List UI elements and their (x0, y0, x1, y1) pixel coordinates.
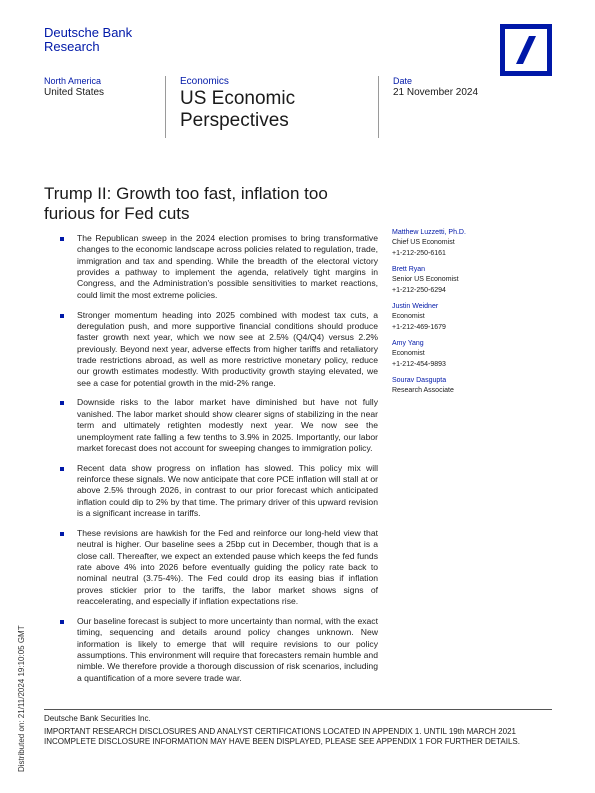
analyst-role: Chief US Economist (392, 239, 455, 246)
divider-right (378, 76, 379, 138)
bullet-item (58, 233, 378, 301)
analyst-name[interactable]: Amy Yang (392, 340, 424, 347)
deutsche-bank-logo-icon (500, 24, 552, 76)
footer (44, 714, 554, 748)
bullet-square-icon (60, 314, 64, 318)
analyst-entry (392, 265, 532, 296)
bullet-text: Recent data show progress on inflation has slowed. This policy mix will reinforce these signals. We now anticipate that core PCE inflation will stall at or above 2.5% through 2026, in contrast to our prior forecast which anticipated inflation could dip to 2% by that time. The primary driver of this upward revision is a significant increase in tariffs. (77, 462, 378, 519)
footer-divider (44, 709, 552, 710)
analyst-phone: +1-212-469-1679 (392, 323, 446, 331)
bullet-text: Downside risks to the labor market have diminished but have not fully vanished. The labor market should show clearer signs of stabilizing in the near term and ultimately retighten modestly next year. We now see the unemployment rate falling a few tenths to 3.9% in 2025. Importantly, our labor market forecast does not account for sweeping changes to immigration policy. (77, 397, 378, 453)
analyst-entry (392, 339, 532, 370)
bullet-square-icon (60, 620, 64, 624)
bullet-item (58, 528, 378, 607)
date-value: 21 November 2024 (393, 87, 479, 98)
series-title-line-2: Perspectives (180, 110, 289, 131)
analyst-name[interactable]: Brett Ryan (392, 266, 426, 273)
divider-left (165, 76, 166, 138)
logo-mark (500, 24, 552, 76)
footer-entity: Deutsche Bank Securities Inc. (44, 714, 151, 723)
analyst-list (392, 228, 532, 403)
bullet-item (58, 463, 378, 520)
series-block (180, 76, 380, 132)
series-title-line-1: US Economic (180, 88, 296, 109)
bullet-square-icon (60, 532, 64, 536)
analyst-phone: +1-212-250-6161 (392, 249, 446, 257)
report-title-line-1: Trump II: Growth too fast, inflation too (44, 184, 328, 203)
bullet-square-icon (60, 467, 64, 471)
report-title (44, 184, 374, 224)
date-label: Date (393, 76, 413, 86)
bullet-text: Our baseline forecast is subject to more uncertainty than normal, with the exact timing, sequencing and details around policy changes unknown. New information is likely to emerge that will require revisions to our policy assumptions. This environment will require that forecasters remain humble and nimble. We therefore provide a thorough discussion of risk scenarios, including a quantification of a more severe trade war. (77, 615, 378, 683)
analyst-entry (392, 376, 532, 397)
bullet-text: The Republican sweep in the 2024 election promises to bring transformative changes to the economic landscape across policies related to regulation, trade, immigration and tax and spending. While the breadth of the electoral victory provides a pathway to implement the agenda, relatively tight margins in Congress, and the Administration's possible sensitivities to market reactions, could limit the most extreme policies. (77, 233, 378, 300)
bullet-text: Stronger momentum heading into 2025 combined with modest tax cuts, a deregulation push, and more supportive financial conditions should produce faster growth next year, which we now see at 2.5% (Q4/Q4) versus 2.2% previously. Beyond next year, adverse effects from higher tariffs and retaliatory trade restrictions abroad, as well as more restrictive monetary policy, reduce our growth estimates modestly. With productivity growth staying elevated, we see a case for potential growth in the mid-2% range. (77, 309, 378, 388)
country-label: United States (44, 87, 105, 98)
analyst-role: Research Associate (392, 387, 454, 394)
report-title-line-2: furious for Fed cuts (44, 204, 190, 223)
bullet-item (58, 616, 378, 684)
brand-name (44, 26, 132, 54)
brand-line-1: Deutsche Bank (44, 25, 133, 40)
analyst-role: Economist (392, 313, 425, 320)
analyst-entry (392, 228, 532, 259)
bullet-square-icon (60, 237, 64, 241)
date-block (393, 76, 478, 99)
brand-line-2: Research (44, 39, 100, 54)
distribution-stamp (5, 582, 26, 772)
analyst-phone: +1-212-250-6294 (392, 286, 446, 294)
analyst-role: Senior US Economist (392, 276, 459, 283)
analyst-name[interactable]: Sourav Dasgupta (392, 377, 447, 384)
region-block (44, 76, 104, 99)
summary-bullets (58, 233, 378, 692)
analyst-phone: +1-212-454-9893 (392, 360, 446, 368)
bullet-item (58, 397, 378, 454)
category-label: Economics (180, 76, 229, 87)
analyst-role: Economist (392, 350, 425, 357)
analyst-name[interactable]: Justin Weidner (392, 303, 439, 310)
bullet-square-icon (60, 401, 64, 405)
analyst-entry (392, 302, 532, 333)
analyst-name[interactable]: Matthew Luzzetti, Ph.D. (392, 229, 466, 236)
region-label: North America (44, 76, 102, 86)
bullet-text: These revisions are hawkish for the Fed and reinforce our long-held view that neutral is higher. Our baseline sees a 25bp cut in December, though that is a close call. Thereafter, we expect an extended pause which keeps the fed funds rate above 4% into 2026 before eventually guiding the policy rate back to nominal neutral (3.75-4%). The Fed could drop its easing bias if inflation proves stickier prior to the tariffs, the labor market shows signs of reaccelerating, and especially if inflation expectations rise. (77, 527, 378, 606)
distribution-stamp-text: Distributed on: 21/11/2024 19:10:05 GMT (17, 625, 26, 772)
bullet-item (58, 310, 378, 389)
footer-disclosure: IMPORTANT RESEARCH DISCLOSURES AND ANALYST CERTIFICATIONS LOCATED IN APPENDIX 1. UNTIL 19th MARCH 2021 INCOMPLETE DISCLOSURE INFORMATION MAY HAVE BEEN DISPLAYED, PLEASE SEE APPENDIX 1 FOR FURTHER DETAILS. (44, 726, 520, 746)
